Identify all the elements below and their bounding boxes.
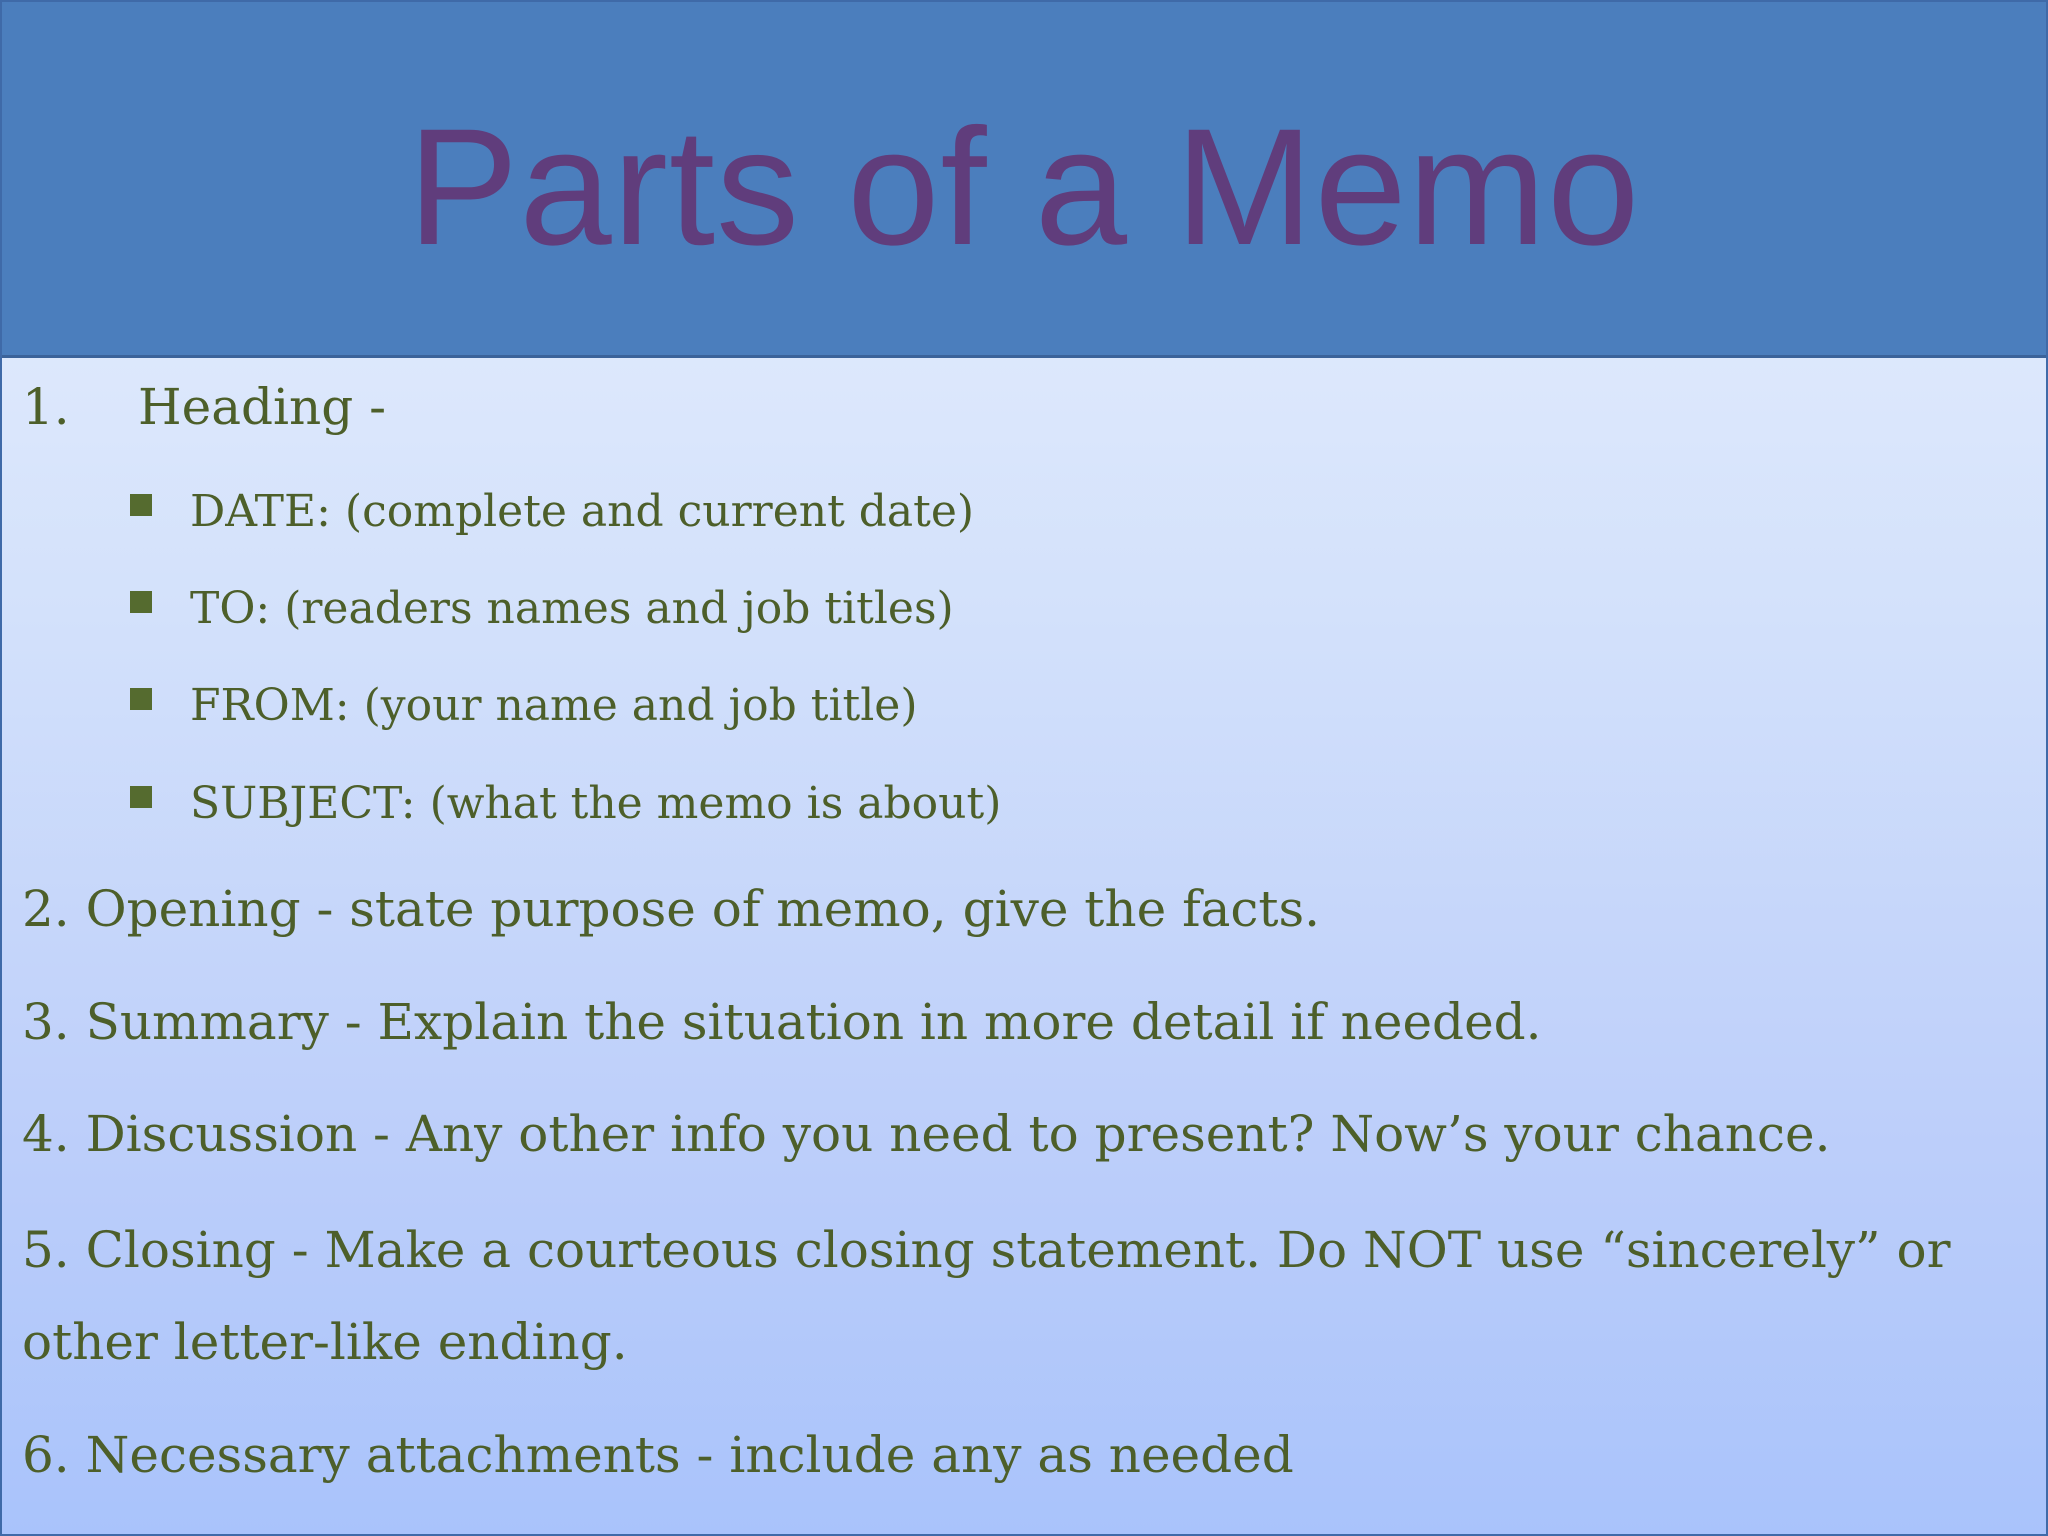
list-item-summary: 3. Summary - Explain the situation in more detail if needed. [22, 993, 1542, 1051]
square-bullet-icon [130, 688, 152, 710]
list-item-discussion: 4. Discussion - Any other info you need to present? Now’s your chance. [22, 1105, 1831, 1163]
heading-item-number: 1. [22, 378, 70, 436]
square-bullet-icon [130, 494, 152, 516]
title-band [2, 2, 2046, 358]
list-item-attachments: 6. Necessary attachments - include any as needed [22, 1426, 1294, 1484]
square-bullet-icon [130, 786, 152, 808]
sub-item-text: TO: (readers names and job titles) [190, 583, 954, 634]
heading-item-label: Heading - [138, 378, 386, 436]
square-bullet-icon [130, 591, 152, 613]
sub-item-text: DATE: (complete and current date) [190, 486, 975, 537]
list-item-closing: 5. Closing - Make a courteous closing statement. Do NOT use “sincerely” or other letter-like ending. [22, 1221, 1951, 1371]
sub-item-text: SUBJECT: (what the memo is about) [190, 778, 1002, 829]
list-item-opening: 2. Opening - state purpose of memo, give the facts. [22, 880, 1321, 938]
slide-title: Parts of a Memo [407, 95, 1641, 280]
sub-item-text: FROM: (your name and job title) [190, 680, 918, 731]
